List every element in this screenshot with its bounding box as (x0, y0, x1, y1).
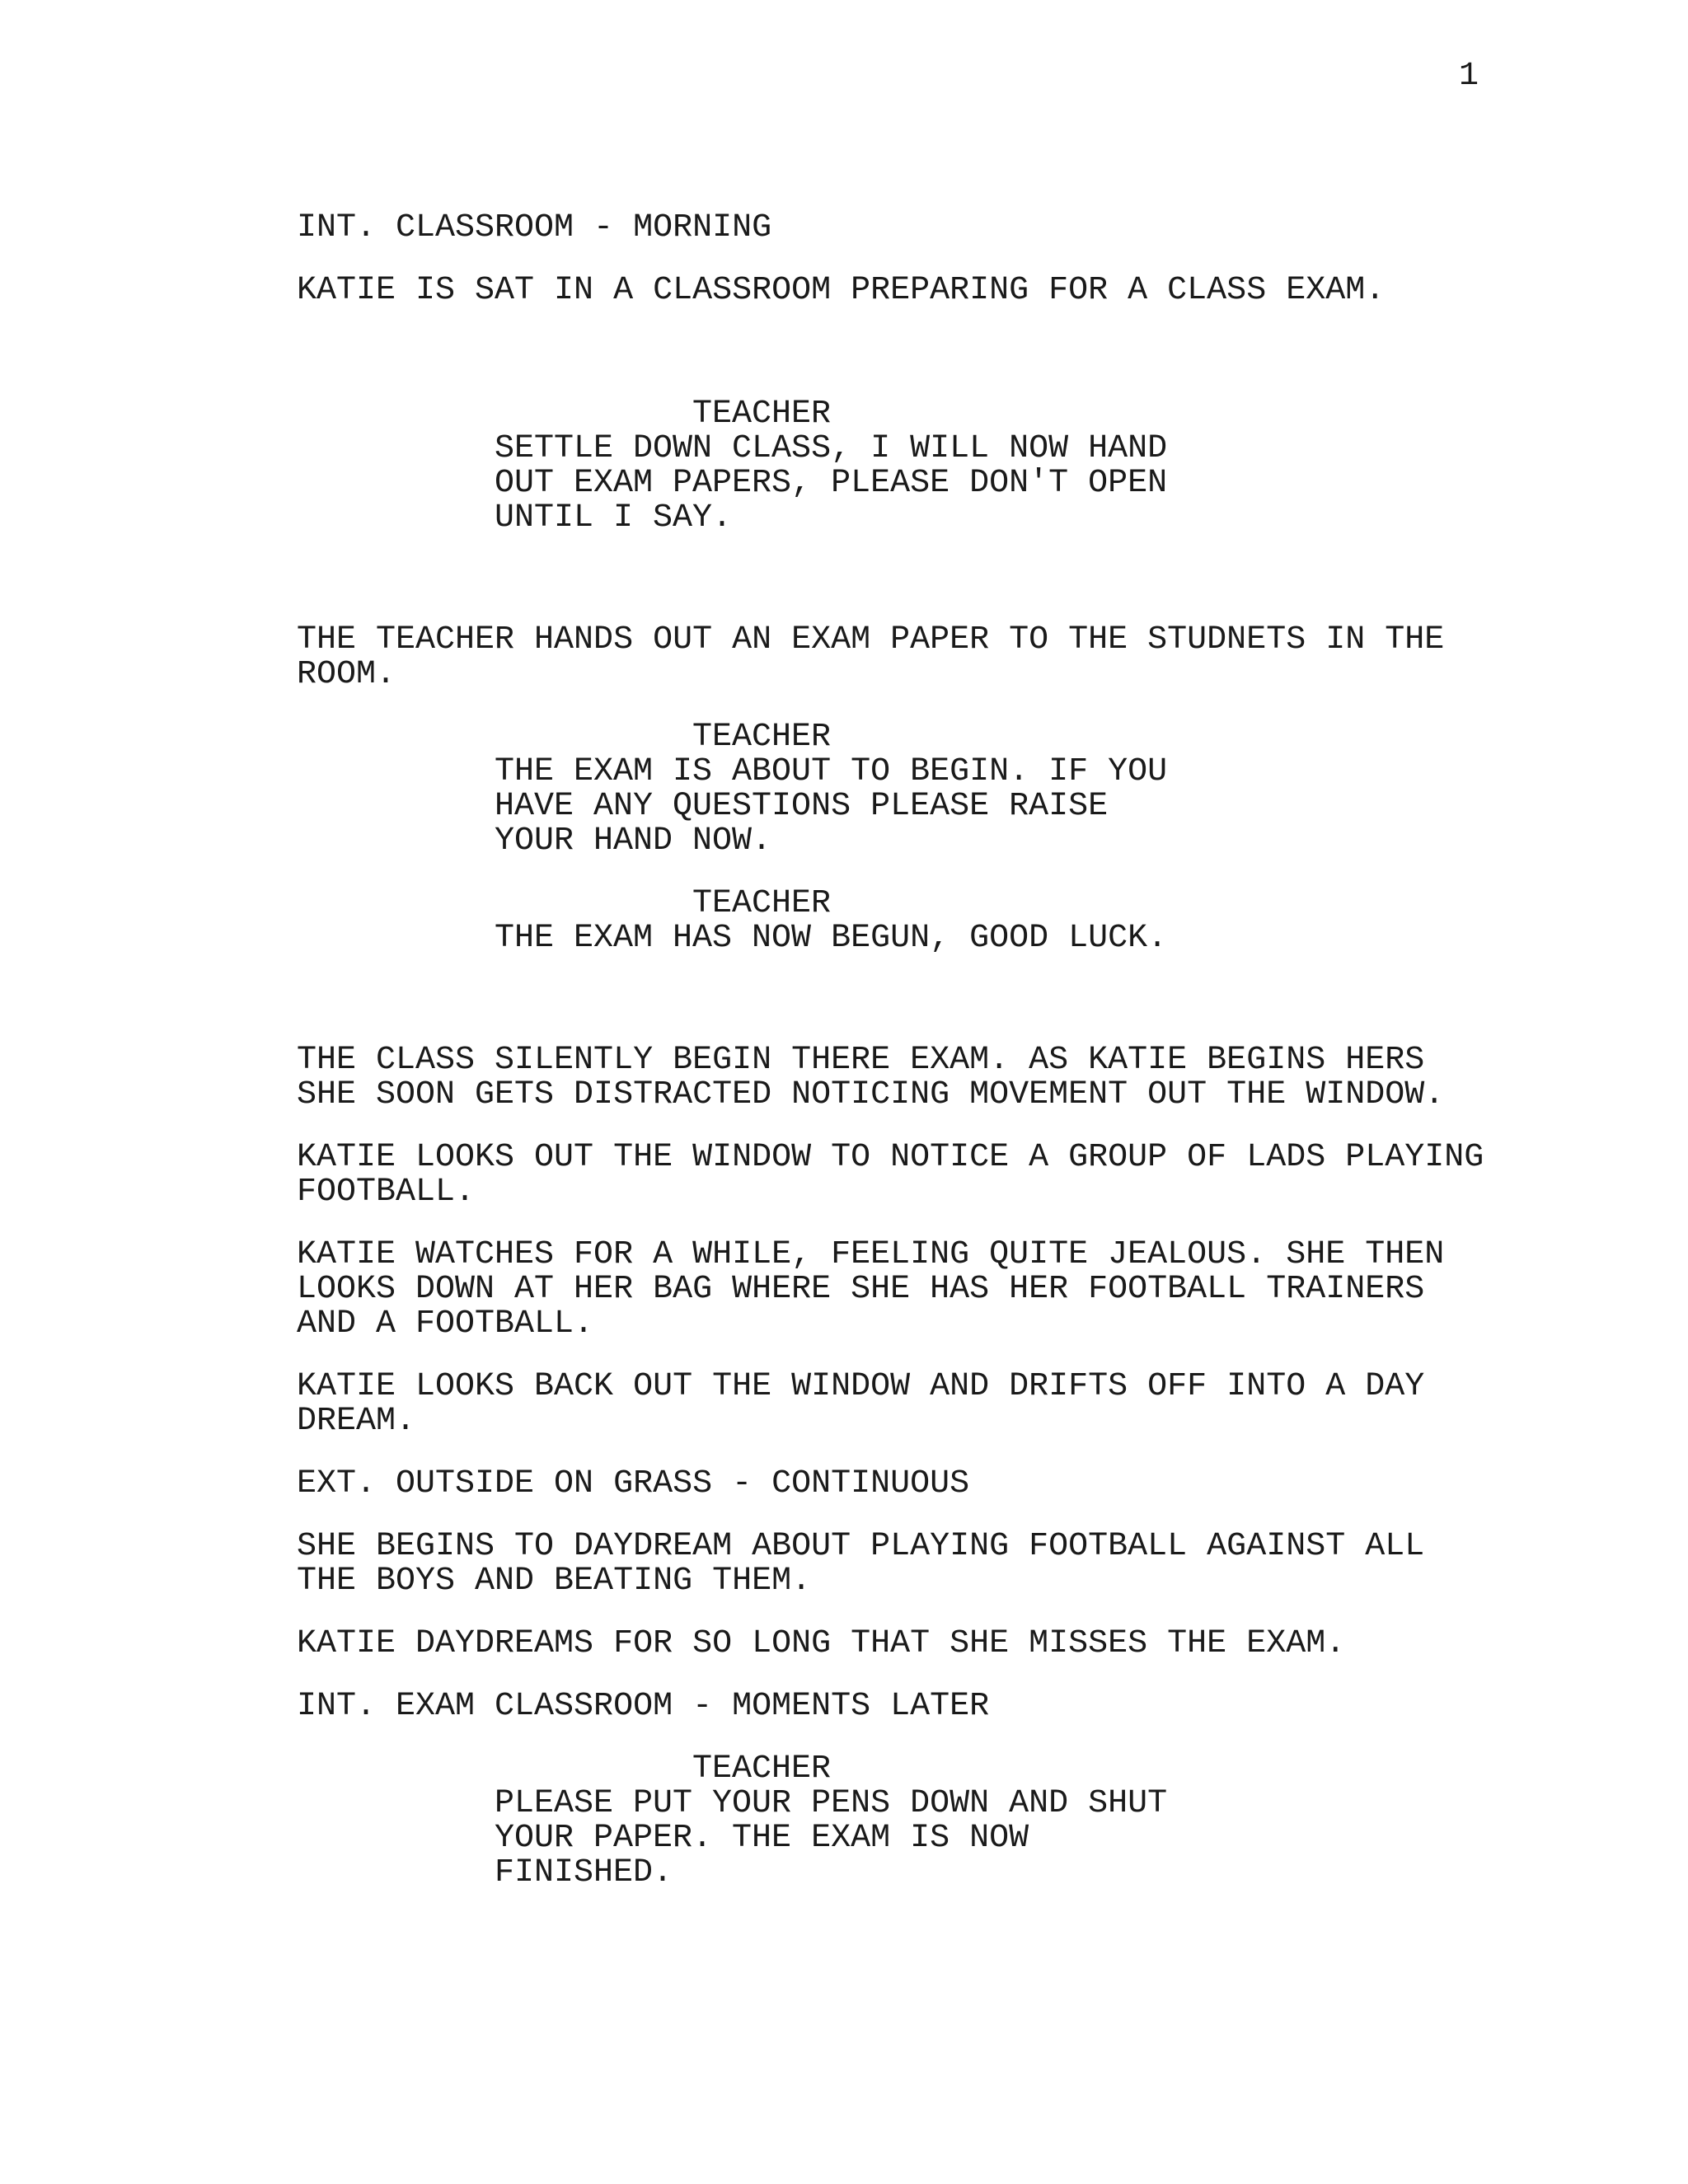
character-name: TEACHER (692, 719, 832, 756)
scene-heading: INT. CLASSROOM - MORNING (297, 209, 772, 246)
action-line: THE TEACHER HANDS OUT AN EXAM PAPER TO THE STUDNETS IN THE ROOM. (297, 621, 1445, 693)
dialogue: PLEASE PUT YOUR PENS DOWN AND SHUT YOUR PAPER. THE EXAM IS NOW FINISHED. (495, 1785, 1168, 1891)
dialogue: SETTLE DOWN CLASS, I WILL NOW HAND OUT EXAM PAPERS, PLEASE DON'T OPEN UNTIL I SAY. (495, 430, 1168, 537)
character-name: TEACHER (692, 396, 832, 433)
action-line: SHE BEGINS TO DAYDREAM ABOUT PLAYING FOOTBALL AGAINST ALL THE BOYS AND BEATING THEM. (297, 1528, 1425, 1600)
action-line: KATIE IS SAT IN A CLASSROOM PREPARING FOR A CLASS EXAM. (297, 272, 1386, 309)
action-line: KATIE LOOKS BACK OUT THE WINDOW AND DRIFTS OFF INTO A DAY DREAM. (297, 1368, 1425, 1440)
screenplay-body (297, 211, 1484, 1891)
dialogue: THE EXAM IS ABOUT TO BEGIN. IF YOU HAVE ANY QUESTIONS PLEASE RAISE YOUR HAND NOW. (495, 753, 1168, 860)
page-number: 1 (1459, 58, 1479, 95)
action-line: KATIE DAYDREAMS FOR SO LONG THAT SHE MISSES THE EXAM. (297, 1625, 1346, 1662)
dialogue: THE EXAM HAS NOW BEGUN, GOOD LUCK. (495, 920, 1168, 957)
character-name: TEACHER (692, 1750, 832, 1788)
scene-heading: EXT. OUTSIDE ON GRASS - CONTINUOUS (297, 1465, 970, 1502)
character-name: TEACHER (692, 885, 832, 922)
scene-heading: INT. EXAM CLASSROOM - MOMENTS LATER (297, 1688, 990, 1725)
action-line: KATIE LOOKS OUT THE WINDOW TO NOTICE A GROUP OF LADS PLAYING FOOTBALL. (297, 1139, 1484, 1211)
action-line: THE CLASS SILENTLY BEGIN THERE EXAM. AS KATIE BEGINS HERS SHE SOON GETS DISTRACTED NOTICING MOVEMENT OUT THE WINDOW. (297, 1042, 1445, 1113)
action-line: KATIE WATCHES FOR A WHILE, FEELING QUITE JEALOUS. SHE THEN LOOKS DOWN AT HER BAG WHERE SHE HAS HER FOOTBALL TRAINERS AND A FOOTBALL. (297, 1236, 1445, 1343)
